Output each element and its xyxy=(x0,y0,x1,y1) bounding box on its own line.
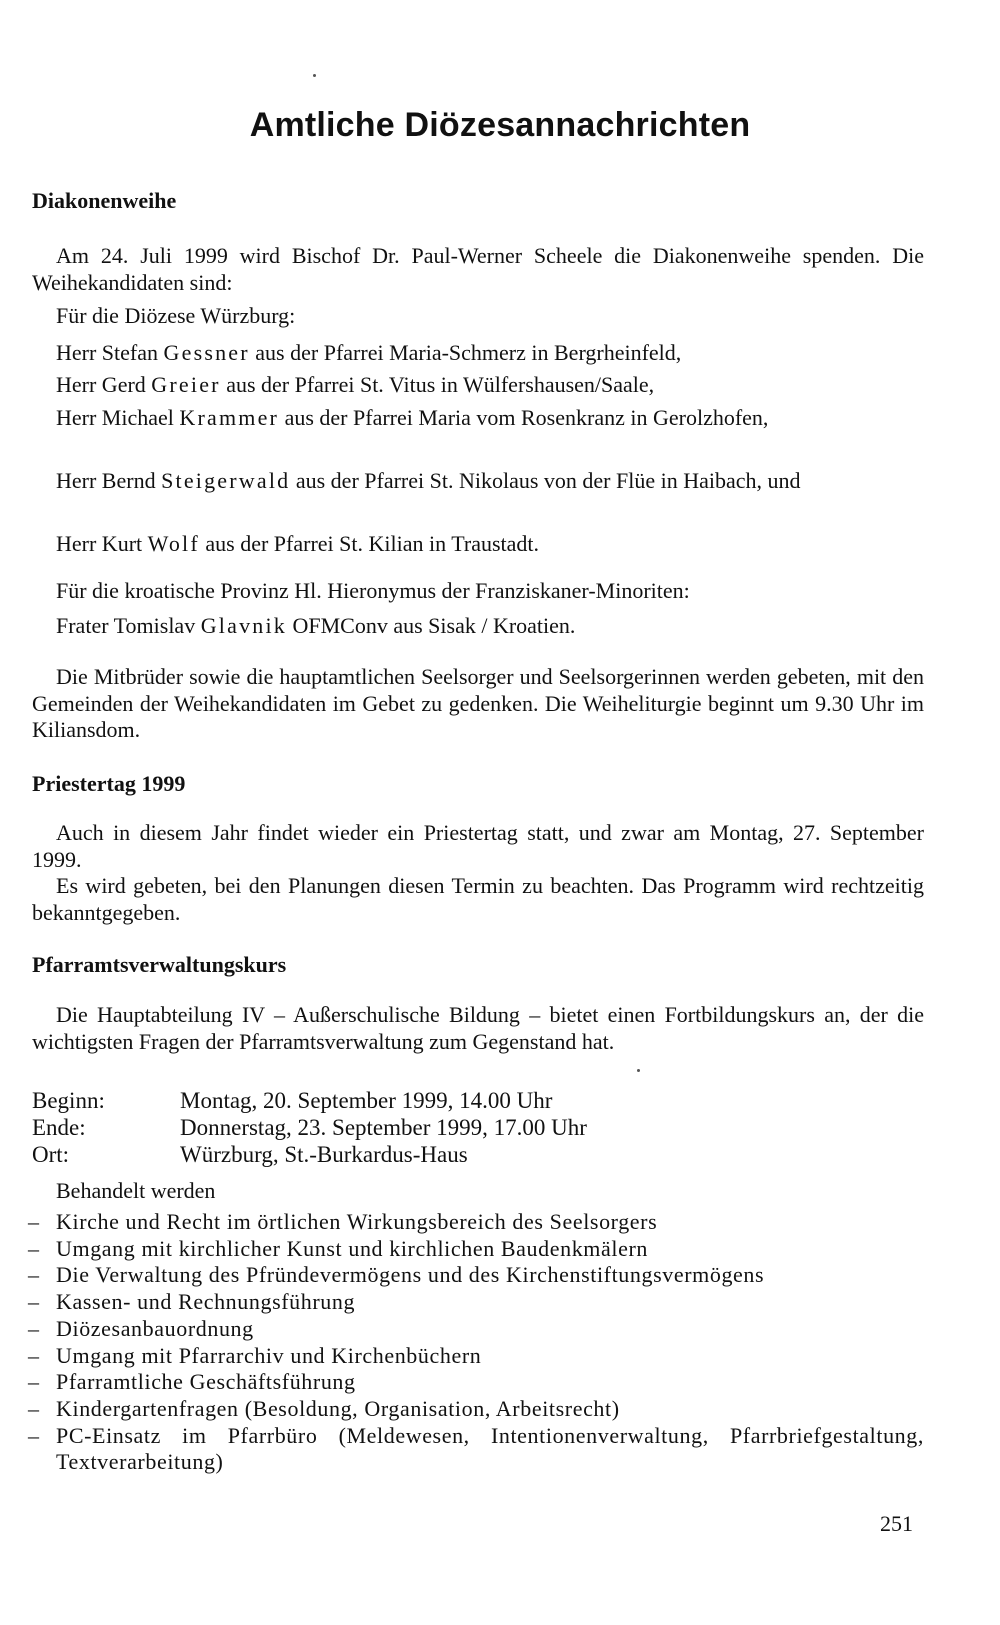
dash-marker: – xyxy=(28,1342,40,1368)
dash-marker: – xyxy=(28,1422,40,1448)
candidate-name: Gessner xyxy=(163,340,250,365)
scan-speck xyxy=(313,74,316,77)
detail-label: Beginn: xyxy=(32,1088,105,1113)
detail-value: Montag, 20. September 1999, 14.00 Uhr xyxy=(180,1088,553,1113)
candidate-name: Greier xyxy=(151,372,221,397)
list-item: – Umgang mit Pfarrarchiv und Kirchenbüchern xyxy=(28,1342,482,1368)
topics-label: Behandelt werden xyxy=(56,1178,216,1203)
detail-value: Würzburg, St.-Burkardus-Haus xyxy=(180,1142,468,1167)
dash-marker: – xyxy=(28,1209,40,1234)
page-number: 251 xyxy=(880,1511,913,1536)
dash-marker: – xyxy=(28,1262,40,1288)
dash-marker: – xyxy=(28,1315,40,1341)
candidate-name: Wolf xyxy=(147,531,200,556)
page-title: Amtliche Diözesannachrichten xyxy=(249,106,751,144)
section-heading-kurs: Pfarramtsverwaltungskurs xyxy=(32,952,287,977)
candidate-line: Herr Kurt Wolf aus der Pfarrei St. Kilian in Traustadt. xyxy=(56,531,540,556)
section-heading-diakonenweihe: Diakonenweihe xyxy=(32,188,177,213)
section-heading-priestertag: Priestertag 1999 xyxy=(32,771,186,796)
wuerzburg-label: Für die Diözese Würzburg: xyxy=(56,303,296,328)
province-label: Für die kroatische Provinz Hl. Hieronymus der Franziskaner-Minoriten: xyxy=(56,578,690,603)
candidate-name: Steigerwald xyxy=(161,468,291,493)
candidate-line: Herr Bernd Steigerwald aus der Pfarrei St. Nikolaus von der Flüe in Haibach, und xyxy=(56,468,801,493)
list-item: – Umgang mit kirchlicher Kunst und kirchlichen Baudenkmälern xyxy=(28,1235,648,1261)
list-item: – Kindergartenfragen (Besoldung, Organisation, Arbeitsrecht) xyxy=(28,1395,620,1421)
dash-marker: – xyxy=(28,1289,40,1315)
diakonenweihe-intro: Am 24. Juli 1999 wird Bischof Dr. Paul-Werner Scheele die Diakonenweihe spenden. Die Weihekandidaten sind: xyxy=(32,243,924,295)
topics-list xyxy=(28,1209,924,1476)
candidate-line: Herr Gerd Greier aus der Pfarrei St. Vitus in Wülfershausen/Saale, xyxy=(56,372,655,397)
list-item: – Kassen- und Rechnungsführung xyxy=(28,1289,356,1315)
list-item: – Pfarramtliche Geschäftsführung xyxy=(28,1369,356,1395)
candidate-name: Glavnik xyxy=(200,613,287,638)
list-item: – Die Verwaltung des Pfründevermögens und des Kirchenstiftungsvermögens xyxy=(28,1262,765,1288)
detail-row-ende xyxy=(32,1114,587,1142)
kurs-intro: Die Hauptabteilung IV – Außerschulische Bildung – bietet einen Fortbildungskurs an, der die wichtigsten Fragen der Pfarramtsverwaltung zum Gegenstand hat. xyxy=(32,1002,924,1054)
priestertag-p1: Auch in diesem Jahr findet wieder ein Priestertag statt, und zwar am Montag, 27. September 1999. xyxy=(32,820,924,872)
candidate-line: Herr Michael Krammer aus der Pfarrei Maria vom Rosenkranz in Gerolzhofen, xyxy=(56,405,769,430)
dash-marker: – xyxy=(28,1395,40,1421)
dash-marker: – xyxy=(28,1235,40,1261)
detail-row-beginn xyxy=(32,1087,552,1115)
detail-label: Ende: xyxy=(32,1115,86,1140)
diakonenweihe-closing: Die Mitbrüder sowie die hauptamtlichen Seelsorger und Seelsorgerinnen werden gebeten, mit den Gemeinden der Weihekandidaten im Gebet zu gedenken. Die Weiheliturgie beginnt um 9.30 Uhr im Kiliansdom. xyxy=(32,664,924,742)
candidate-name: Krammer xyxy=(179,405,280,430)
detail-row-ort xyxy=(32,1141,468,1169)
dash-marker: – xyxy=(28,1369,40,1395)
priestertag-p2: Es wird gebeten, bei den Planungen diesen Termin zu beachten. Das Programm wird rechtzeitig bekanntgegeben. xyxy=(32,873,924,925)
detail-value: Donnerstag, 23. September 1999, 17.00 Uhr xyxy=(180,1115,587,1140)
candidate-line: Herr Stefan Gessner aus der Pfarrei Maria-Schmerz in Bergrheinfeld, xyxy=(56,340,682,365)
scan-speck xyxy=(637,1069,640,1072)
list-item: – Kirche und Recht im örtlichen Wirkungsbereich des Seelsorgers xyxy=(28,1209,658,1234)
detail-label: Ort: xyxy=(32,1142,70,1167)
frater-line: Frater Tomislav Glavnik OFMConv aus Sisak / Kroatien. xyxy=(56,613,576,638)
list-item: – PC-Einsatz im Pfarrbüro (Meldewesen, Intentionenverwaltung, Pfarrbriefgestaltung, Textverarbeitung) xyxy=(28,1422,924,1475)
list-item: – Diözesanbauordnung xyxy=(28,1315,254,1341)
